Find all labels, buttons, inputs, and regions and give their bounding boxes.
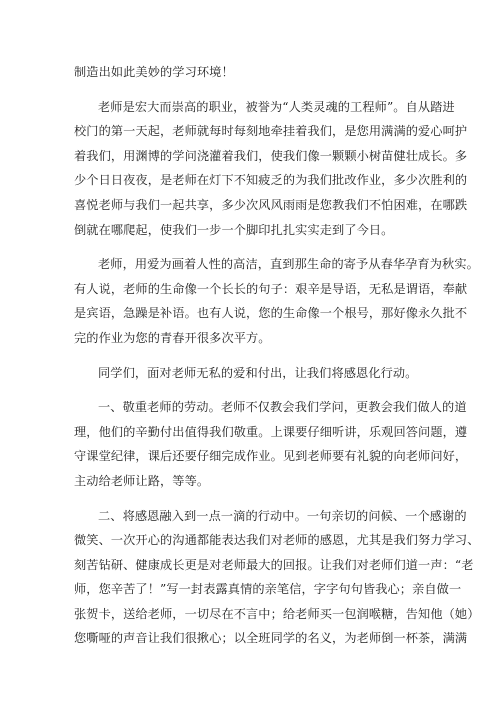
text-line: 同学们，面对老师无私的爱和付出，让我们将感恩化行动。: [98, 365, 418, 380]
text-line: 师，您辛苦了！”写一封表露真情的亲笔信，字字句句皆我心；亲自做一: [74, 582, 462, 597]
text-line: 倒就在哪爬起，使我们一步一个脚印扎扎实实走到了今日。: [74, 222, 394, 237]
text-line: 刻苦钻研、健康成长更是对老师最大的回报。让我们对老师们道一声：“老: [74, 557, 474, 572]
text-line: 张贺卡，送给老师，一切尽在不言中；给老师买一包润喉糖，告知他（她）: [74, 606, 480, 621]
text-line: 喜悦老师与我们一起共享，多少次风风雨雨是您教我们不怕困难，在哪跌: [74, 197, 468, 212]
text-line: 理，他们的辛勤付出值得我们敬重。上课要仔细听讲，乐观回答问题，遵: [74, 424, 468, 439]
text-line: 完的作业为您的青春开很多次平方。: [74, 330, 271, 345]
text-line: 您嘶哑的声音让我们很揪心；以全班同学的名义，为老师倒一杯茶，满满: [74, 631, 468, 646]
text-line: 一、敬重老师的劳动。老师不仅教会我们学问，更教会我们做人的道: [98, 400, 467, 415]
text-line: 少个日日夜夜，是老师在灯下不知疲乏的为我们批改作业，多少次胜利的: [74, 173, 468, 188]
text-line: 有人说，老师的生命像一个长长的句子：艰辛是导语，无私是谓语，奉献: [74, 281, 468, 296]
text-line: 老师，用爱为画着人性的高洁，直到那生命的寄予从春华孕育为秋实。: [98, 257, 479, 272]
text-line: 二、将感恩融入到一点一滴的行动中。一句亲切的问候、一个感谢的: [98, 508, 467, 523]
text-line: 校门的第一天起，老师就每时每刻地牵挂着我们，是您用满满的爱心呵护: [74, 124, 468, 139]
text-line: 主动给老师让路，等等。: [74, 473, 210, 488]
text-line: 制造出如此美妙的学习环境！: [74, 65, 234, 79]
text-line: 守课堂纪律，课后还要仔细完成作业。见到老师要有礼貌的向老师问好，: [74, 449, 468, 464]
text-line: 微笑、一次开心的沟通都能表达我们对老师的感恩，尤其是我们努力学习、: [74, 533, 480, 548]
text-line: 是宾语，急躁是补语。也有人说，您的生命像一个根号，那好像永久批不: [74, 306, 468, 321]
document-body: [74, 60, 480, 651]
text-line: 老师是宏大而崇高的职业，被誉为“人类灵魂的工程师”。自从踏进: [98, 99, 455, 114]
text-line: 着我们，用渊博的学问浇灌着我们，使我们像一颗颗小树苗健壮成长。多: [74, 148, 468, 163]
